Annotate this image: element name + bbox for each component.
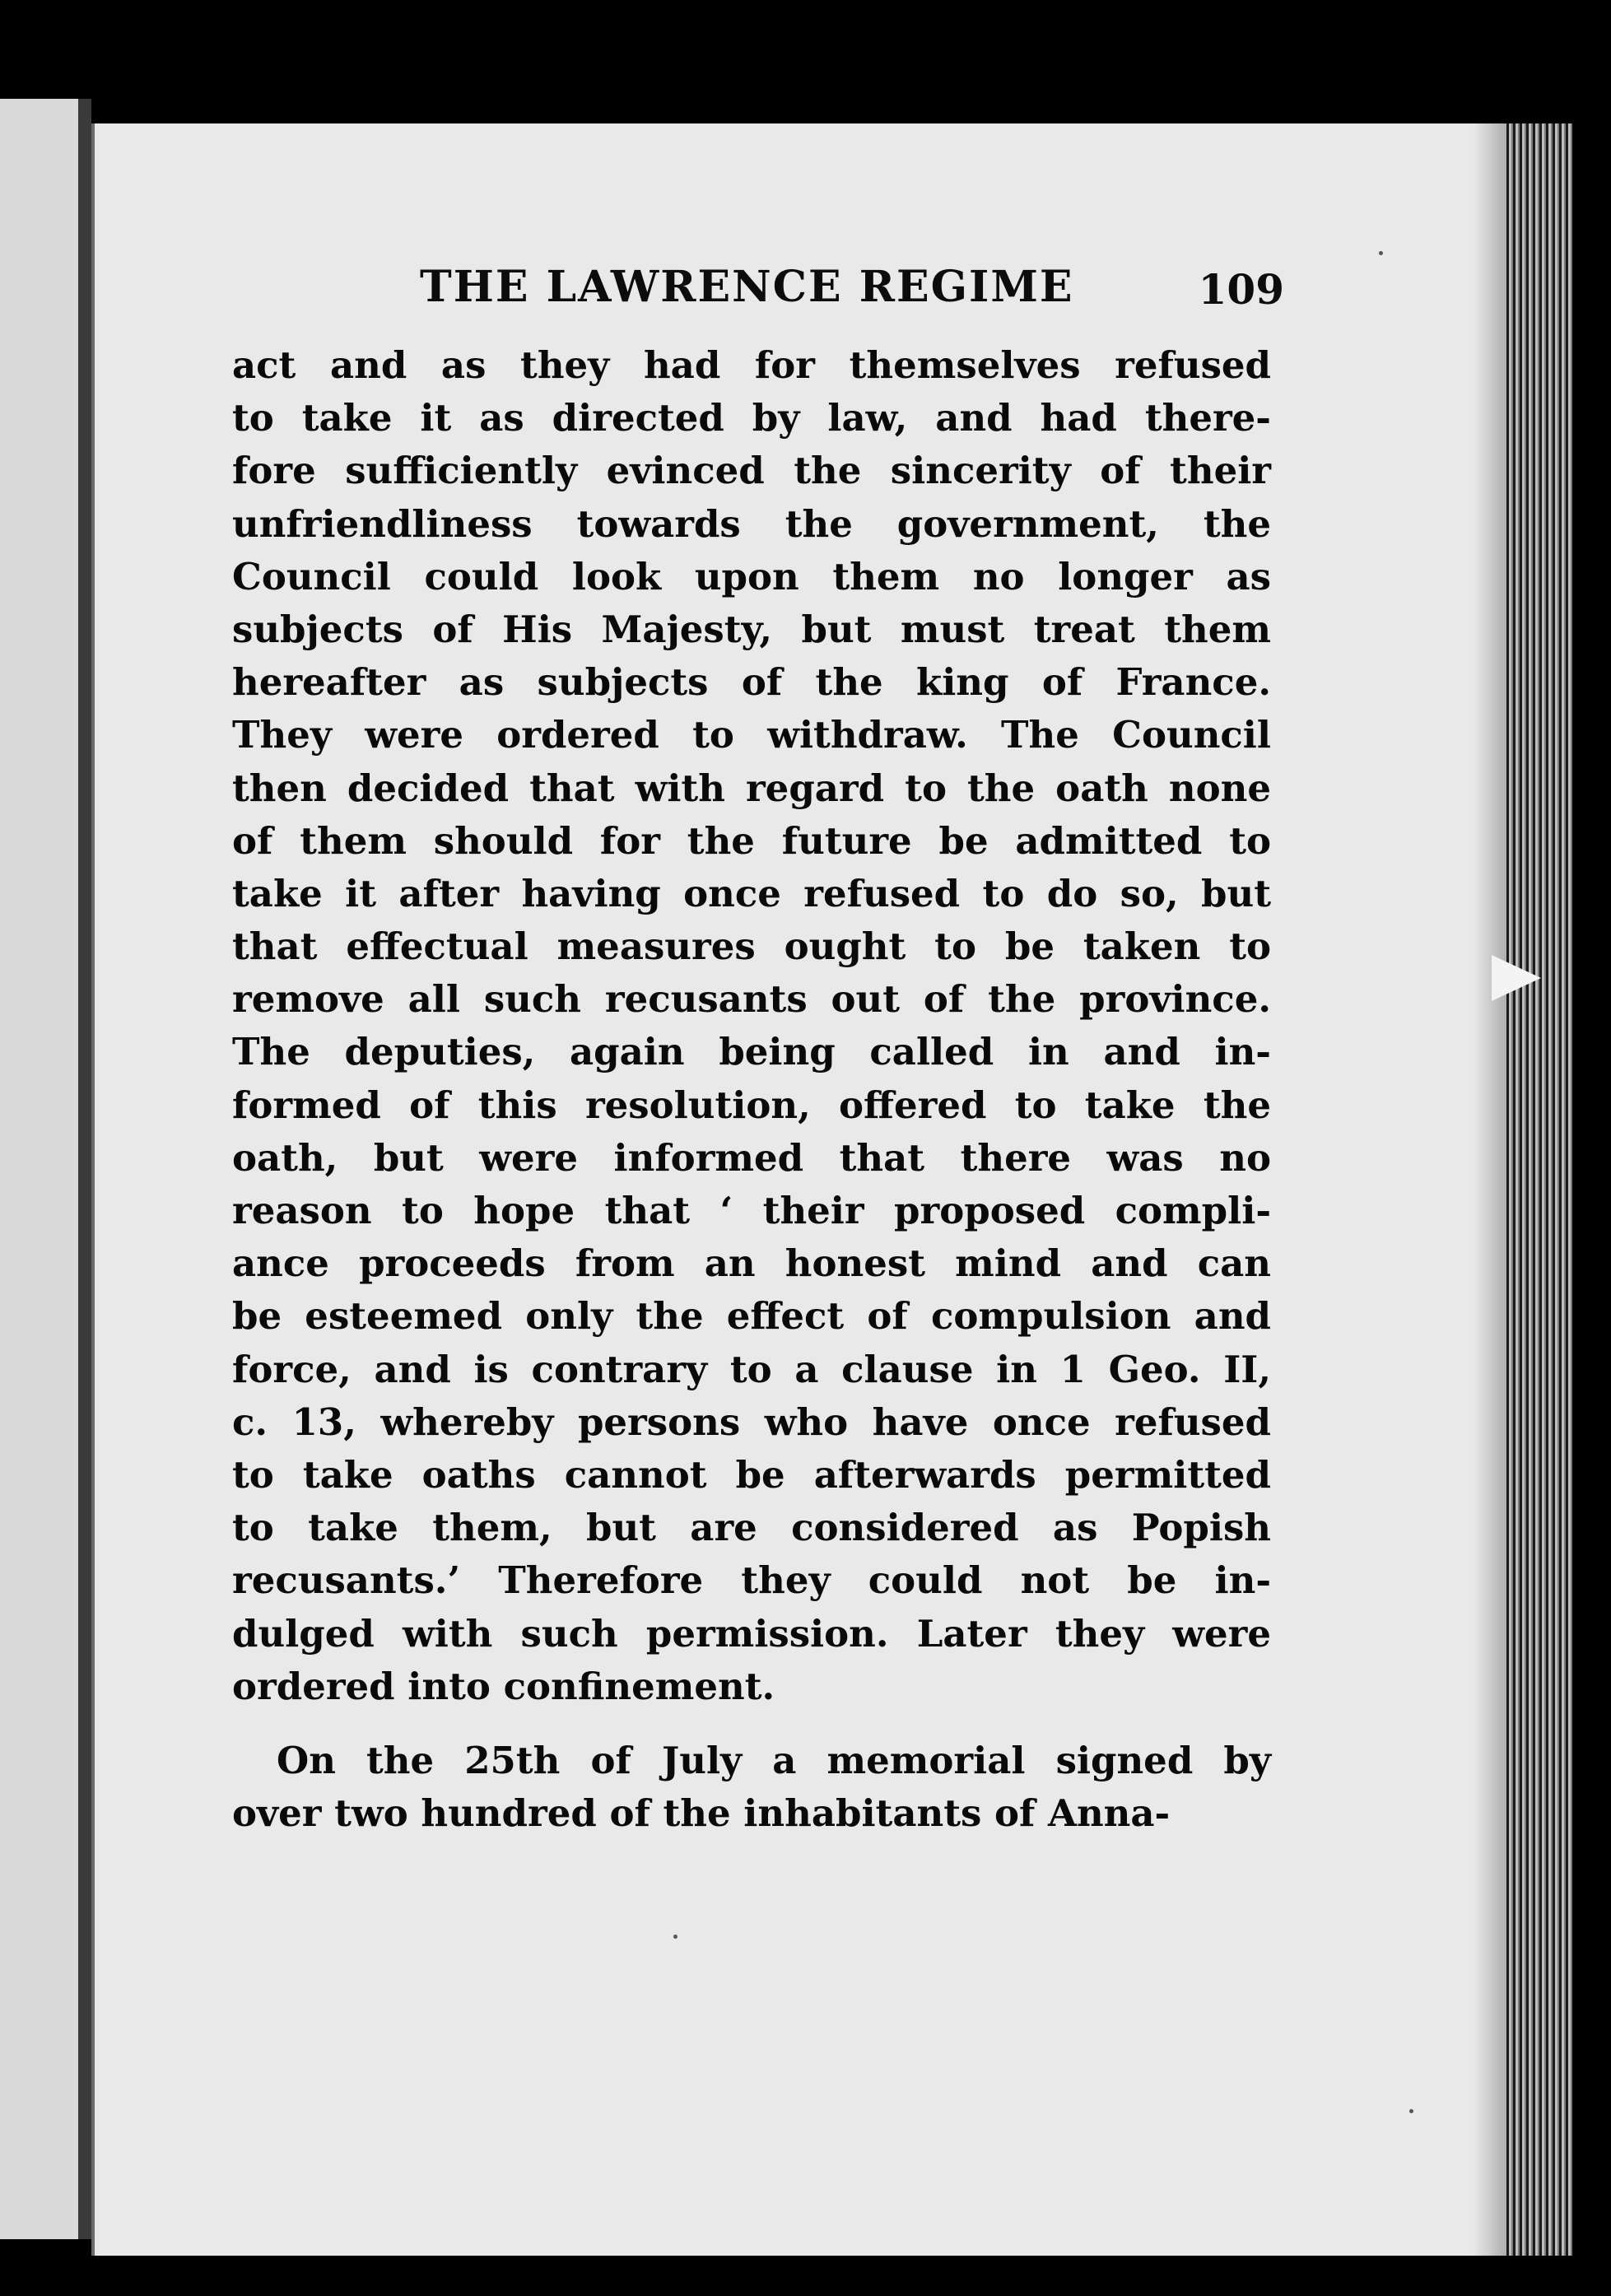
text-line: force, and is contrary to a clause in 1 Geo. II, [232,1347,1271,1391]
text-line: On the 25th of July a memorial signed by [277,1738,1271,1782]
text-line: then decided that with regard to the oath none [232,766,1271,810]
page-edges-shadow [1474,123,1508,2256]
page-number: 109 [1198,265,1284,314]
text-line: reason to hope that ‘ their proposed compli- [232,1189,1271,1232]
text-line: Council could look upon them no longer as [232,554,1271,598]
scan-speck [1379,251,1383,255]
text-line: dulged with such permission. Later they were [232,1611,1271,1656]
gutter-line [91,123,95,2256]
text-line: unfriendliness towards the government, the [232,501,1271,546]
scan-speck [673,1935,677,1939]
text-line: remove all such recusants out of the province. [232,977,1271,1022]
text-line: to take them, but are considered as Popish [232,1506,1271,1550]
paragraph [232,339,1271,1713]
running-head [420,262,1284,336]
text-line: take it after having once refused to do so, but [232,871,1271,915]
text-line: ordered into confinement. [232,1664,775,1708]
text-line: oath, but were informed that there was no [232,1135,1271,1180]
text-line: fore sufficiently evinced the sincerity of their [232,449,1271,493]
text-line: c. 13, whereby persons who have once refused [232,1399,1271,1444]
scan-speck [1409,2109,1413,2113]
facing-page-edge [0,99,78,2239]
text-line: recusants.’ Therefore they could not be in- [232,1558,1271,1603]
stacked-page-edges [1506,123,1572,2256]
text-line: They were ordered to withdraw. The Council [232,713,1271,757]
text-line: formed of this resolution, offered to take the [232,1083,1271,1127]
body-text [232,339,1271,1840]
text-line: to take it as directed by law, and had there- [232,396,1271,440]
text-line: to take oaths cannot be afterwards permitted [232,1452,1271,1497]
paragraph [232,1735,1271,1840]
text-line: be esteemed only the effect of compulsion and [232,1294,1271,1339]
binding-shadow [78,99,91,2239]
text-line: subjects of His Majesty, but must treat them [232,607,1271,651]
page-edge-tab [1492,955,1541,1001]
paragraph-gap [232,1713,1271,1735]
text-line: hereafter as subjects of the king of France. [232,660,1271,705]
text-line: act and as they had for themselves refused [232,343,1271,387]
text-line: ance proceeds from an honest mind and can [232,1241,1271,1286]
text-line: over two hundred of the inhabitants of Anna- [232,1791,1171,1836]
text-line: The deputies, again being called in and in- [232,1030,1271,1074]
running-head-title: THE LAWRENCE REGIME [420,262,1074,312]
text-line: of them should for the future be admitted to [232,818,1271,863]
text-line: that effectual measures ought to be taken to [232,924,1271,969]
